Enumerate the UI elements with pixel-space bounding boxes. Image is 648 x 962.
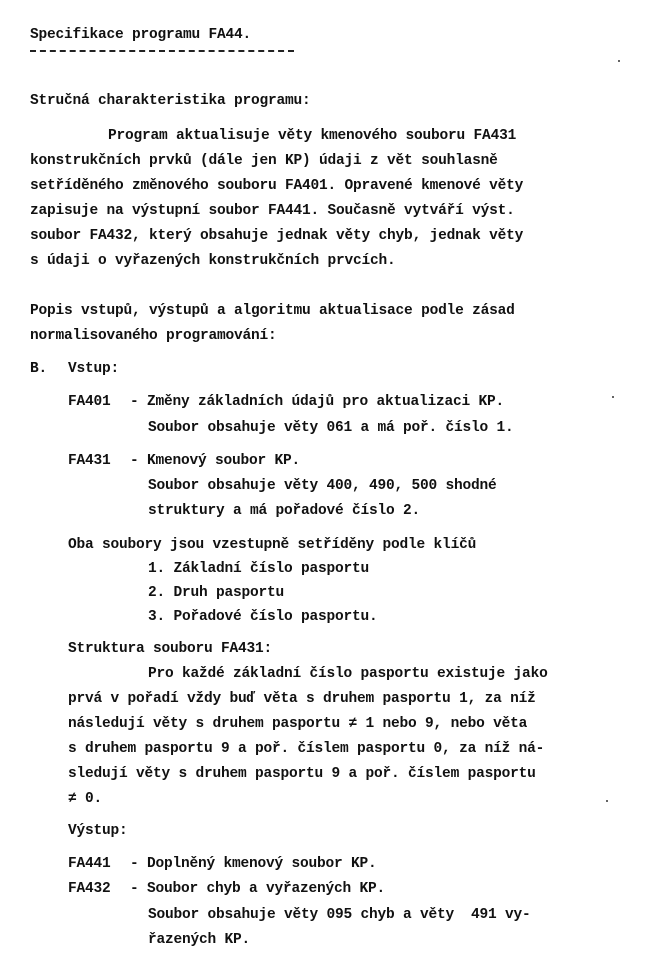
section-b-label: B. <box>30 361 48 377</box>
fa431-name: FA431 <box>68 453 111 469</box>
intro-line: soubor FA432, který obsahuje jednak věty chyb, jednak věty <box>30 228 524 244</box>
scan-speck <box>618 60 620 62</box>
intro-line: konstrukčních prvků (dále jen KP) údaji z vět souhlasně <box>30 153 498 169</box>
fa431-detail: Soubor obsahuje věty 400, 490, 500 shodné <box>148 478 497 494</box>
popis-line: normalisovaného programování: <box>30 328 277 344</box>
struktura-line: Pro každé základní číslo pasportu existuje jako <box>148 666 548 682</box>
sort-key: 3. Pořadové číslo pasportu. <box>148 609 378 625</box>
intro-line: Program aktualisuje věty kmenového souboru FA431 <box>108 128 517 144</box>
intro-line: zapisuje na výstupní soubor FA441. Současně vytváří výst. <box>30 203 515 219</box>
sort-key: 1. Základní číslo pasportu <box>148 561 370 577</box>
fa431-detail: struktury a má pořadové číslo 2. <box>148 503 421 519</box>
scan-speck <box>606 800 608 802</box>
sort-key: 2. Druh pasportu <box>148 585 285 601</box>
struktura-line: s druhem pasportu 9 a poř. číslem pasportu 0, za níž ná- <box>68 741 545 757</box>
struktura-label: Struktura souboru FA431: <box>68 641 273 657</box>
fa432-detail: Soubor obsahuje věty 095 chyb a věty 491 vy- <box>148 907 531 923</box>
fa441-desc: - Doplněný kmenový soubor KP. <box>130 856 377 872</box>
scan-speck <box>612 396 614 398</box>
fa401-desc: - Změny základních údajů pro aktualizaci KP. <box>130 394 505 410</box>
intro-line: s údaji o vyřazených konstrukčních prvcích. <box>30 253 396 269</box>
fa401-name: FA401 <box>68 394 111 410</box>
sorted-intro: Oba soubory jsou vzestupně setříděny podle klíčů <box>68 537 477 553</box>
struktura-line: prvá v pořadí vždy buď věta s druhem pasportu 1, za níž <box>68 691 536 707</box>
vystup-label: Výstup: <box>68 823 128 839</box>
fa401-detail: Soubor obsahuje věty 061 a má poř. číslo 1. <box>148 420 514 436</box>
struktura-line: ≠ 0. <box>68 791 103 807</box>
intro-line: setříděného změnového souboru FA401. Opravené kmenové věty <box>30 178 524 194</box>
section-heading: Stručná charakteristika programu: <box>30 93 311 109</box>
popis-line: Popis vstupů, výstupů a algoritmu aktualisace podle zásad <box>30 303 515 319</box>
struktura-line: sledují věty s druhem pasportu 9 a poř. číslem pasportu <box>68 766 536 782</box>
document-title: Specifikace programu FA44. <box>30 27 252 43</box>
fa432-name: FA432 <box>68 881 111 897</box>
fa432-detail: řazených KP. <box>148 932 251 948</box>
title-underline <box>30 50 294 52</box>
vstup-label: Vstup: <box>68 361 120 377</box>
fa441-name: FA441 <box>68 856 111 872</box>
fa432-desc: - Soubor chyb a vyřazených KP. <box>130 881 386 897</box>
struktura-line: následují věty s druhem pasportu ≠ 1 nebo 9, nebo věta <box>68 716 528 732</box>
fa431-desc: - Kmenový soubor KP. <box>130 453 301 469</box>
